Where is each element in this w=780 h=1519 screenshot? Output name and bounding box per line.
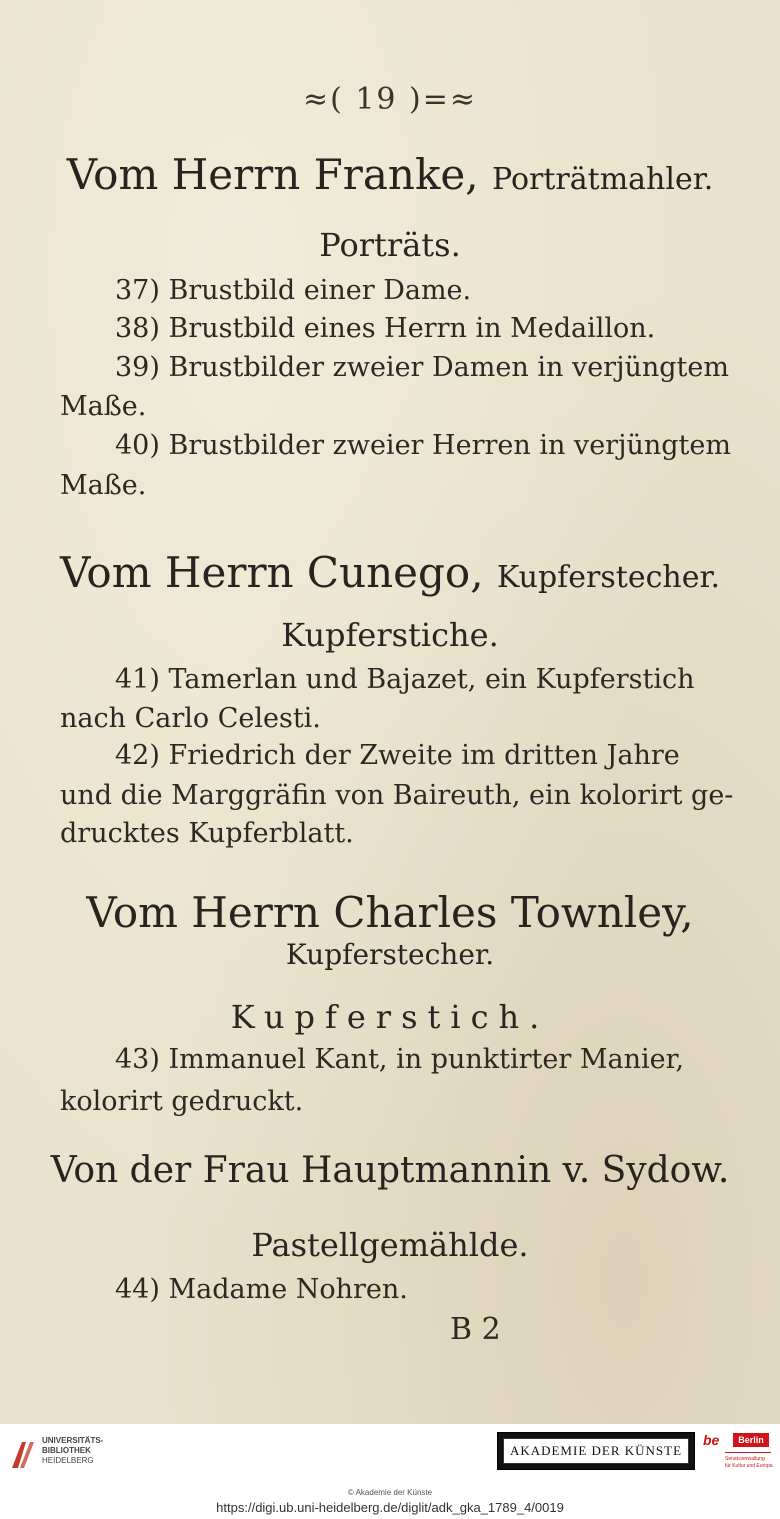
entry-40-cont: Maße. <box>60 470 147 501</box>
heading-text: Vom Herrn Cunego, <box>59 548 484 597</box>
entry-41: 41) Tamerlan und Bajazet, ein Kupferstich <box>115 664 695 695</box>
heading-line2: Kupferstecher. <box>285 938 495 971</box>
berlin-sub-text <box>725 1456 773 1470</box>
section-heading-franke <box>40 150 740 199</box>
berlin-label: Berlin <box>733 1433 769 1447</box>
adk-logo-text: AKADEMIE DER KÜNSTE <box>503 1438 689 1464</box>
ub-line-2: BIBLIOTHEK <box>42 1446 91 1455</box>
ub-heidelberg-logo[interactable] <box>10 1432 120 1480</box>
entry-37: 37) Brustbild einer Dame. <box>115 275 472 306</box>
entry-41-cont: nach Carlo Celesti. <box>60 703 321 734</box>
ub-line-1: UNIVERSITÄTS- <box>42 1436 104 1445</box>
berlin-sub-2: für Kultur und Europa <box>725 1463 773 1469</box>
entry-43: 43) Immanuel Kant, in punktirter Manier, <box>115 1044 685 1075</box>
entry-42-cont2: drucktes Kupferblatt. <box>60 818 354 849</box>
section-heading-sydow: Von der Frau Hauptmannin v. Sydow. <box>50 1150 730 1191</box>
heading-text: Vom Herrn Franke, <box>66 150 479 199</box>
ub-line-3: HEIDELBERG <box>42 1456 94 1465</box>
berlin-sub-1: Senatsverwaltung <box>725 1456 765 1462</box>
signature-mark: B 2 <box>450 1312 501 1347</box>
copyright-text: © Akademie der Künste <box>347 1488 433 1497</box>
page-number: ≈( 19 )=≈ <box>302 82 478 117</box>
entry-42: 42) Friedrich der Zweite im dritten Jahre <box>115 740 680 771</box>
berlin-be-mark: be <box>703 1432 720 1448</box>
entry-39: 39) Brustbilder zweier Damen in verjüngtem <box>115 352 729 383</box>
berlin-divider <box>725 1452 771 1453</box>
subheading-kupferstich: Kupferstich. <box>230 998 550 1036</box>
entry-40: 40) Brustbilder zweier Herren in verjüngtem <box>115 430 731 461</box>
section-heading-cunego <box>40 548 740 597</box>
section-heading-townley: Vom Herrn Charles Townley, <box>86 888 694 937</box>
subheading-pastell: Pastellgemählde. <box>251 1226 529 1264</box>
entry-42-cont: und die Marggräfin von Baireuth, ein kolorirt ge- <box>60 780 734 811</box>
source-url-link[interactable]: https://digi.ub.uni-heidelberg.de/diglit/adk_gka_1789_4/0019 <box>216 1500 564 1515</box>
entry-38: 38) Brustbild eines Herrn in Medaillon. <box>115 313 656 344</box>
footer-bar <box>0 1424 780 1519</box>
ub-logo-icon <box>10 1438 36 1470</box>
heading-sub: Kupferstecher. <box>496 560 721 595</box>
ub-logo-text <box>42 1436 103 1466</box>
berlin-senate-logo[interactable] <box>703 1432 771 1482</box>
entry-43-cont: kolorirt gedruckt. <box>60 1086 304 1117</box>
subheading-portraits: Porträts. <box>319 226 461 264</box>
heading-sub: Porträtmahler. <box>492 162 714 197</box>
entry-39-cont: Maße. <box>60 391 147 422</box>
akademie-der-kuenste-logo[interactable] <box>497 1432 695 1470</box>
subheading-kupferstiche: Kupferstiche. <box>281 616 499 654</box>
entry-44: 44) Madame Nohren. <box>115 1274 408 1305</box>
